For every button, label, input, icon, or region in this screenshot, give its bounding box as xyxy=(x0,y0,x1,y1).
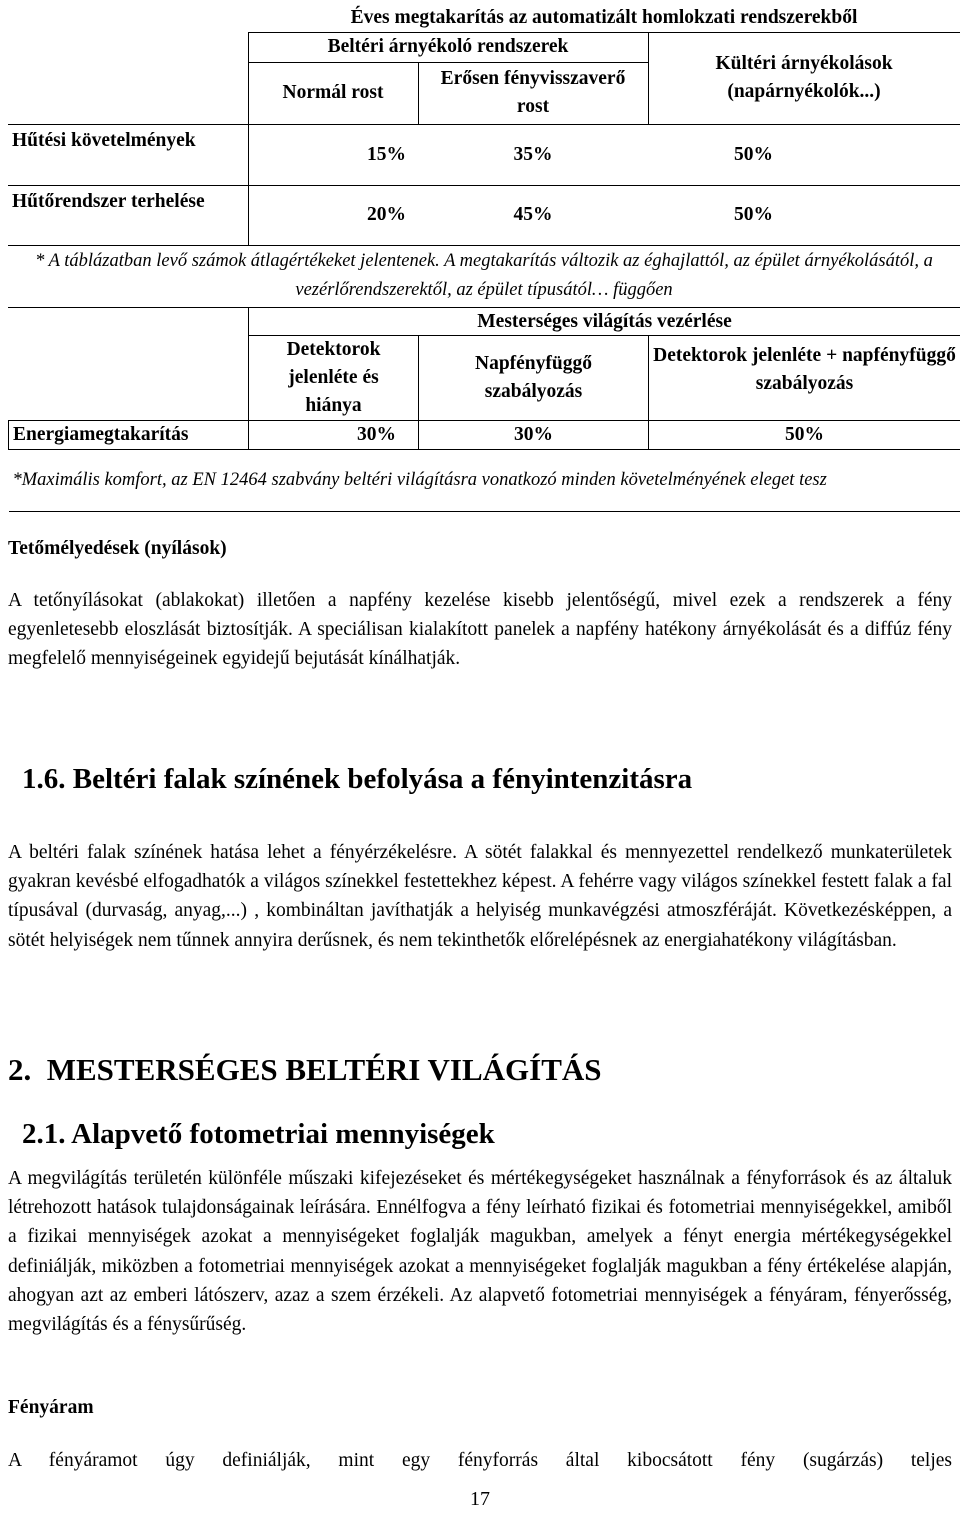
table-cell: 45% xyxy=(418,185,648,245)
lighting-table-title: Mesterséges világítás vezérlése xyxy=(249,308,960,336)
luminous-flux-paragraph: A fényáramot úgy definiálják, mint egy fényforrás által kibocsátott fény (sugárzás) teljes xyxy=(8,1450,952,1471)
table-cell: 15% xyxy=(248,124,418,185)
combined-control-header: Detektorok jelenléte + napfényfüggő szabályozás xyxy=(649,336,960,421)
facade-table-note: * A táblázatban levő számok átlagértékeket jelentenek. A megtakarítás változik az éghajlattól, az épület árnyékolásától, a vezérlőrendszerektől, az épület típusától… függően xyxy=(8,245,960,307)
cooling-requirements-label: Hűtési követelmények xyxy=(8,124,248,185)
presence-detector-header: Detektorok jelenléte és hiánya xyxy=(249,336,419,421)
roof-openings-paragraph: A tetőnyílásokat (ablakokat) illetően a napfény kezelése kisebb jelentőségű, mivel ezek a rendszerek a fény egyenletesebb eloszlását biztosítják. A speciálisan kialakított panelek a napfény hatékony árnyékolását és a diffúz fény megfelelő mennyiségeinek egyidejű bejutását kínálhatják. xyxy=(8,590,952,670)
energy-savings-label: Energiamegtakarítás xyxy=(9,421,249,450)
cooling-load-label: Hűtőrendszer terhelése xyxy=(8,185,248,245)
roof-openings-heading: Tetőmélyedések (nyílások) xyxy=(8,538,227,559)
table-cell: 20% xyxy=(248,185,418,245)
table-cell: 35% xyxy=(418,124,648,185)
photometry-paragraph: A megvilágítás területén különféle műszaki kifejezéseket és mértékegységeket használnak a fényforrások és az általuk létrehozott hatások tulajdonságainak leírására. Ennélfogva a fény leírható fizikai és fotometriai mennyiségekkel, amiből a fizikai mennyiségek azokat a mennyiségeket foglalják magukban, amelyek a fényt energia mértékegységekkel definiálják, miközben a fotometriai mennyiségek azokat a mennyiségeket foglalják magukban a fény értékelése alapján, ahogyan azt az emberi látószerv, azaz a szem érzékeli. Az alapvető fotometriai mennyiségek a fényáram, fényerősség, megvilágítás és a fénysűrűség. xyxy=(8,1168,952,1336)
outdoor-shading-header: Kültéri árnyékolások (napárnyékolók...) xyxy=(648,32,960,124)
wall-color-paragraph: A beltéri falak színének hatása lehet a fényérzékelésre. A sötét falakkal és mennyezettel rendelkező munkaterületek gyakran kevésbé elfogadhatók a világos színekkel festettekhez képest. A fehérre vagy világos színekkel festett falak a fal típusával (durvaság, anyag,...) , kombináltan javíthatják a helyiség munkavégzési atmoszféráját. Következésképpen, a sötét helyiségek nem tűnnek annyira derűsnek, és nem tekinthetők előrelépésnek az energiahatékony világításban. xyxy=(8,842,952,951)
section-2-heading: 2. MESTERSÉGES BELTÉRI VILÁGÍTÁS xyxy=(8,1052,602,1087)
table-cell: 30% xyxy=(419,421,649,450)
page-number: 17 xyxy=(470,1488,490,1510)
table-cell: 30% xyxy=(249,421,419,450)
lighting-control-table xyxy=(8,307,960,512)
section-2-1-heading: 2.1. Alapvető fotometriai mennyiségek xyxy=(22,1118,495,1150)
table-cell: 50% xyxy=(648,185,960,245)
normal-fiber-header: Normál rost xyxy=(248,62,418,124)
daylight-control-header: Napfényfüggő szabályozás xyxy=(419,336,649,421)
facade-table-title: Éves megtakarítás az automatizált homlokzati rendszerekből xyxy=(248,4,960,32)
lighting-table-note: *Maximális komfort, az EN 12464 szabvány beltéri világításra vonatkozó minden követelményének eleget tesz xyxy=(9,450,960,512)
indoor-shading-header: Beltéri árnyékoló rendszerek xyxy=(248,32,648,62)
facade-savings-table xyxy=(8,4,960,308)
table-cell: 50% xyxy=(649,421,960,450)
table-cell: 50% xyxy=(648,124,960,185)
section-1-6-heading: 1.6. Beltéri falak színének befolyása a fényintenzitásra xyxy=(22,763,693,795)
reflective-fiber-header: Erősen fényvisszaverő rost xyxy=(418,62,648,124)
luminous-flux-heading: Fényáram xyxy=(8,1397,94,1418)
